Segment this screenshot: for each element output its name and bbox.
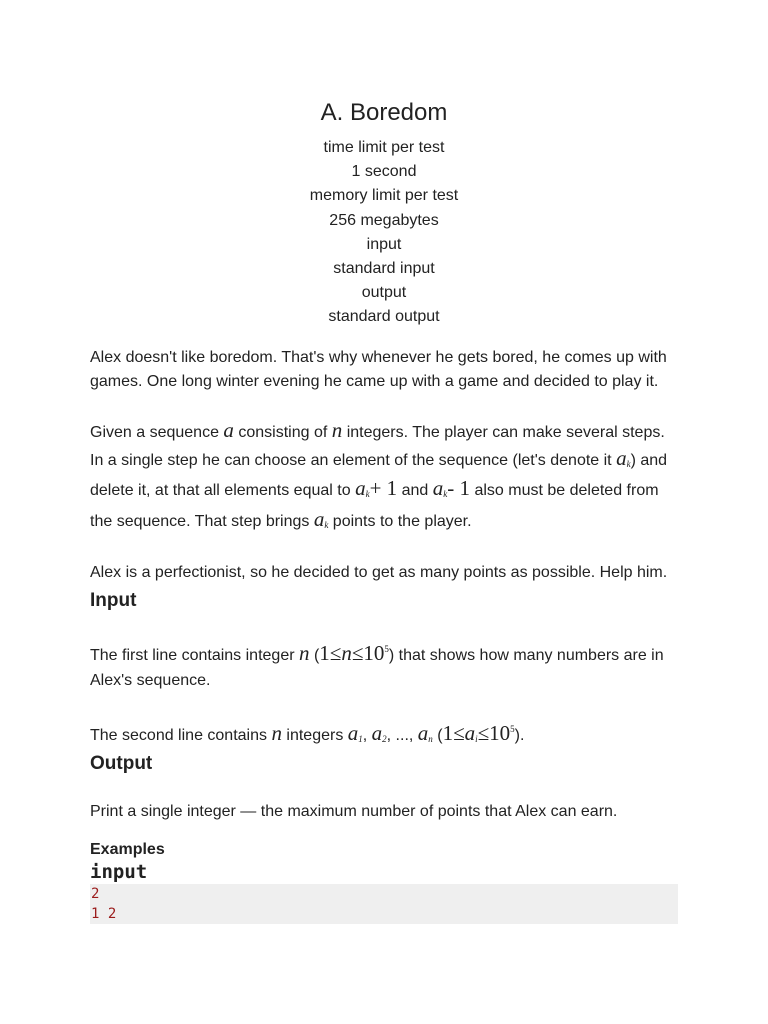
math-leq: ≤ [453,721,465,746]
math-var: a [432,476,444,501]
math-subscript: k [626,458,631,469]
math-var: n [271,721,282,746]
math-number: 10 [489,721,511,746]
math-subscript: k [443,489,448,500]
legend-text: integers. The player can make several steps. In a single step he can choose an element of the sequence (let's denote it [90,424,665,469]
input-file-value: standard input [333,260,435,278]
math-subscript: 2 [382,734,387,745]
math-var: n [331,418,343,443]
math-var: a [417,721,429,746]
input-text: , ..., [386,727,418,745]
math-expr: + 1 [369,476,398,501]
input-text: , [362,727,372,745]
math-number: 10 [363,641,385,666]
output-specification [90,752,678,824]
input-file-label: input [366,235,402,253]
math-var: n [341,641,352,666]
math-superscript: 5 [384,644,389,655]
input-text: The second line contains [90,727,272,745]
memory-limit-label: memory limit per test [309,187,459,205]
math-var: a [616,445,627,470]
time-limit-value: 1 second [351,163,417,181]
math-subscript: 1 [358,734,363,745]
math-leq: ≤ [329,641,342,666]
math-leq: ≤ [351,641,364,666]
examples-title: Examples [90,841,165,859]
legend-text: also must be deleted from the sequence. That step brings [90,482,659,530]
legend-text: ) and delete it, at that all elements equal to [90,451,668,500]
input-text: ). [514,727,525,745]
examples-block [90,840,678,924]
input-text: integers [281,727,348,745]
output-file-value: standard output [328,308,440,326]
math-subscript: k [365,489,370,500]
math-var: a [355,476,366,501]
example-input-line: 2 [91,886,100,903]
legend-text: and [397,482,433,500]
output-section-title: Output [90,752,153,774]
input-line-2 [90,717,678,751]
problem-limits [90,136,678,330]
input-text: ) that shows how many numbers are in Alex's sequence. [90,647,664,689]
math-subscript: k [324,519,329,530]
math-var: a [313,506,325,531]
legend-text: consisting of [233,424,332,442]
problem-title: A. Boredom [320,99,448,126]
legend-text: Given a sequence [90,424,224,442]
example-input-box[interactable] [90,884,678,924]
math-var: n [299,641,310,666]
math-var: a [223,418,234,443]
output-file-label: output [361,284,407,302]
legend-paragraph-2 [90,418,678,537]
legend-paragraph-3: Alex is a perfectionist, so he decided to get as many points as possible. Help him. [90,564,668,582]
memory-limit-value: 256 megabytes [329,211,439,229]
input-text: ( [432,727,443,745]
math-subscript: n [428,734,433,745]
math-var: a [347,721,359,746]
input-specification [90,589,678,751]
math-var: a [371,721,383,746]
problem-statement [90,96,678,924]
legend-paragraph-1: Alex doesn't like boredom. That's why whenever he gets bored, he comes up with games. One long winter evening he came up with a game and decided to play it. [90,348,667,391]
input-text: ( [309,647,320,665]
time-limit-label: time limit per test [323,139,445,156]
math-subscript: i [475,734,478,745]
math-number: 1 [319,641,330,666]
math-number: 1 [442,721,454,746]
input-line-1 [90,637,678,693]
math-leq: ≤ [477,721,490,746]
example-input-title: input [90,861,148,884]
output-text: Print a single integer — the maximum number of points that Alex can earn. [90,802,618,820]
math-superscript: 5 [510,724,515,735]
input-text: The first line contains integer [90,647,299,665]
example-input-line: 1 2 [91,906,117,923]
legend-text: points to the player. [328,512,472,530]
math-expr: - 1 [447,476,470,501]
math-var: a [464,721,476,746]
input-section-title: Input [90,590,137,612]
